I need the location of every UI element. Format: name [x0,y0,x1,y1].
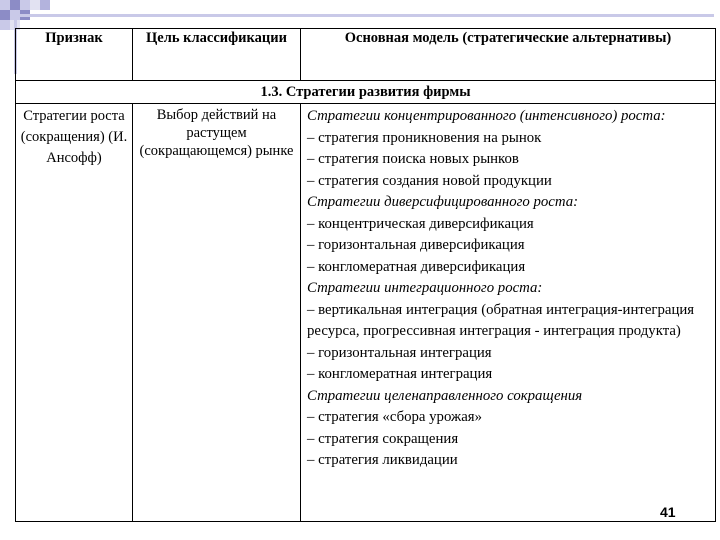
strategy-group-heading: Стратегии диверсифицированного роста: [307,194,579,210]
list-item: – стратегия поиска новых рынков [307,151,519,167]
strategy-table [15,28,716,522]
strategy-group-heading: Стратегии целенаправленного сокращения [307,387,583,404]
strategy-group-heading: Стратегии концентрированного (интенсивного) роста: [307,108,666,124]
list-item: – стратегия «сбора урожая» [307,409,482,425]
header-purpose: Цель классификации [133,29,301,81]
list-item: – конгломератная диверсификация [307,258,526,275]
list-item: – стратегия сокращения [307,430,459,447]
list-item: – стратегия ликвидации [307,452,458,468]
list-item: – вертикальная интеграция (обратная интеграция-интеграция ресурса, прогрессивная интеграция - интеграция продукта) [307,301,695,339]
model-cell [301,104,716,522]
decorative-corner [0,0,720,30]
model-list [307,106,711,472]
page-number: 41 [660,504,676,520]
header-feature: Признак [16,29,133,81]
list-item: – конгломератная интеграция [307,366,493,382]
purpose-cell: Выбор действий на растущем (сокращающемся) рынке [133,104,301,522]
list-item: – горизонтальная интеграция [307,344,492,361]
strategy-group-heading: Стратегии интеграционного роста: [307,280,543,296]
list-item: – стратегия создания новой продукции [307,172,552,189]
table-row [16,104,716,522]
list-item: – концентрическая диверсификация [307,215,534,232]
list-item: – горизонтальная диверсификация [307,237,525,253]
feature-cell: Стратегии роста (сокращения) (И. Ансофф) [16,104,133,522]
header-model: Основная модель (стратегические альтернативы) [301,29,716,81]
section-title: 1.3. Стратегии развития фирмы [16,81,716,104]
header-row [16,29,716,81]
list-item: – стратегия проникновения на рынок [307,129,542,146]
section-row [16,81,716,104]
